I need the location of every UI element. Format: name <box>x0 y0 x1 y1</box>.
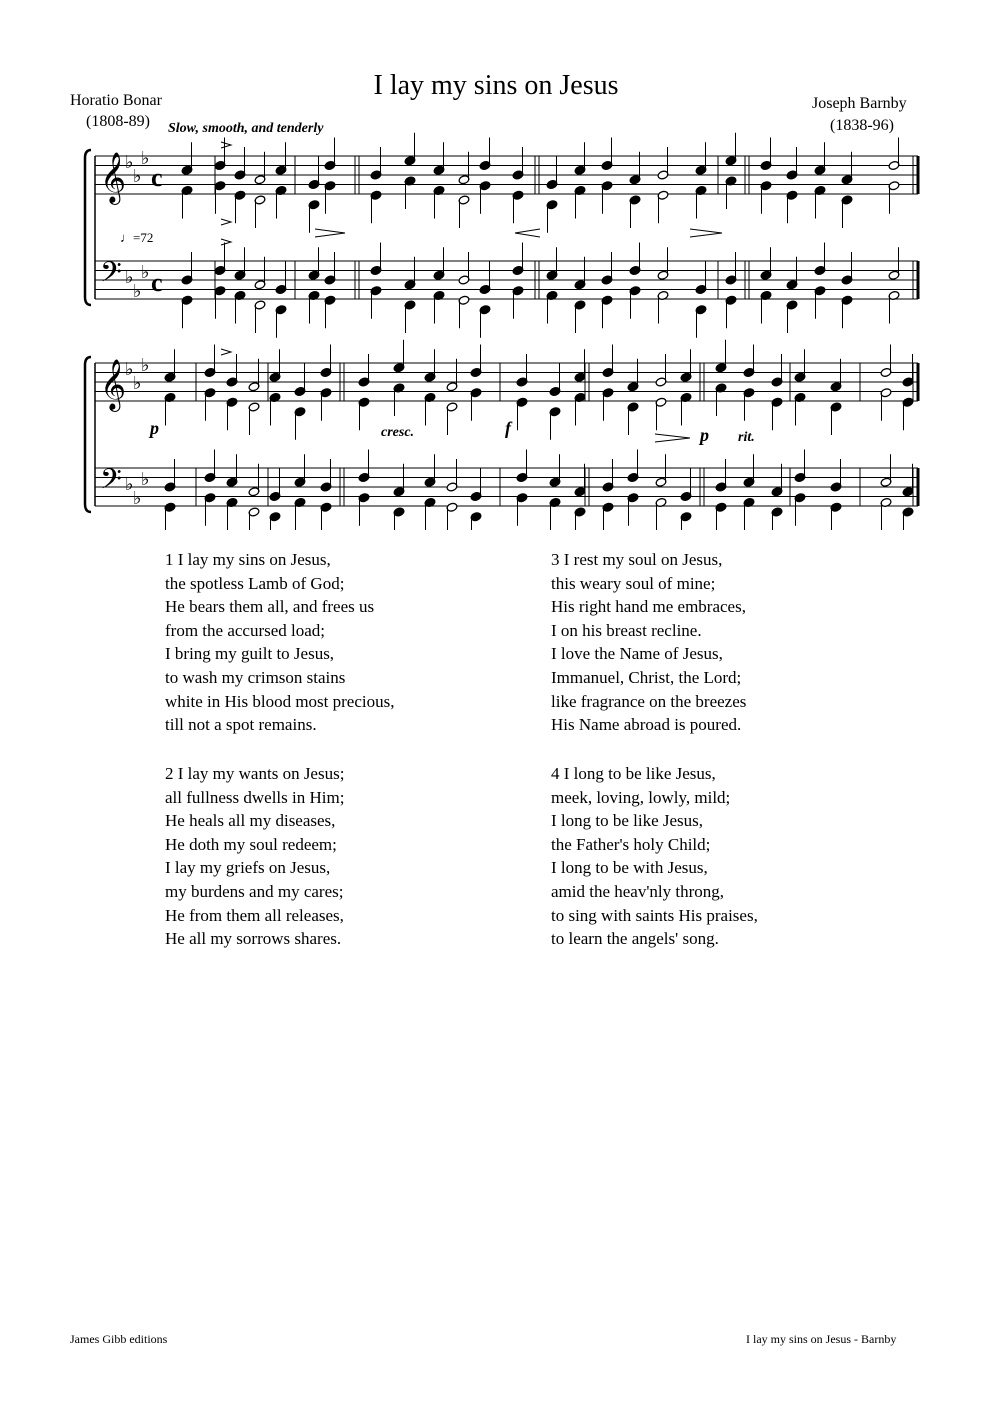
verse-4 <box>551 762 758 951</box>
flat-icon: ♭ <box>141 355 150 376</box>
verse-line: meek, loving, lowly, mild; <box>551 787 731 807</box>
flat-icon: ♭ <box>125 474 134 495</box>
crescendo-hairpin <box>515 229 540 237</box>
dynamic-piano-2: p <box>700 425 709 445</box>
bass-clef-icon: 𝄢 <box>100 256 122 296</box>
verse-line: 1 I lay my sins on Jesus, <box>165 550 331 569</box>
verse-line: I bring my guilt to Jesus, <box>165 644 335 664</box>
accent-mark <box>221 349 231 355</box>
verse-line: His Name abroad is poured. <box>551 715 742 735</box>
bass-clef-icon: 𝄢 <box>100 463 122 503</box>
metronome-mark <box>120 230 153 246</box>
accent-mark <box>221 142 231 148</box>
verse-line: He bears them all, and frees us <box>165 597 375 617</box>
verse-line: Immanuel, Christ, the Lord; <box>551 667 742 687</box>
verse-line: I long to be with Jesus, <box>551 858 708 878</box>
treble-clef-icon: 𝄞 <box>100 152 127 203</box>
composer-name: Joseph Barnby <box>812 95 907 112</box>
verse-line: my burdens and my cares; <box>165 881 344 901</box>
common-time-icon: c <box>151 268 163 297</box>
score-staves <box>85 133 918 530</box>
metronome-value: =72 <box>133 230 154 245</box>
verse-line: white in His blood most precious, <box>165 691 395 711</box>
system-bracket <box>85 357 91 512</box>
verse-3 <box>551 548 746 737</box>
verse-line: He heals all my diseases, <box>165 811 336 831</box>
verse-line: amid the heav'nly throng, <box>551 881 725 901</box>
flat-icon: ♭ <box>133 373 142 394</box>
verse-line: all fullness dwells in Him; <box>165 787 345 807</box>
verse-1 <box>165 548 394 737</box>
poet-name: Horatio Bonar <box>70 92 162 109</box>
common-time-icon: c <box>151 163 163 192</box>
dynamic-crescendo: cresc. <box>381 425 415 440</box>
flat-icon: ♭ <box>141 148 150 169</box>
flat-icon: ♭ <box>125 359 134 380</box>
flat-icon: ♭ <box>141 469 150 490</box>
flat-icon: ♭ <box>141 262 150 283</box>
verse-line: 4 I long to be like Jesus, <box>551 764 716 783</box>
verse-line: His right hand me embraces, <box>551 597 746 617</box>
poet-dates: (1808-89) <box>86 113 150 130</box>
composer-dates: (1838-96) <box>830 117 894 134</box>
verse-line: this weary soul of mine; <box>551 573 716 593</box>
decrescendo-hairpin <box>315 229 345 237</box>
verse-line: I love the Name of Jesus, <box>551 644 723 664</box>
quarter-note-icon: ♩ <box>120 230 133 245</box>
footer-publisher: James Gibb editions <box>70 1332 168 1346</box>
verse-line: to learn the angels' song. <box>551 929 719 949</box>
decrescendo-hairpin <box>655 434 690 442</box>
treble-clef-icon: 𝄞 <box>100 359 127 410</box>
verse-line: like fragrance on the breezes <box>551 691 747 711</box>
flat-icon: ♭ <box>125 267 134 288</box>
verse-line: I on his breast recline. <box>551 620 702 640</box>
verse-line: 2 I lay my wants on Jesus; <box>165 764 345 783</box>
verse-line: the Father's holy Child; <box>551 834 711 854</box>
verse-line: to sing with saints His praises, <box>551 905 758 925</box>
verse-line: till not a spot remains. <box>165 715 317 735</box>
footer-page-title: I lay my sins on Jesus - Barnby <box>746 1332 897 1346</box>
verse-line: from the accursed load; <box>165 620 326 640</box>
verse-line: I lay my griefs on Jesus, <box>165 858 331 878</box>
accent-mark <box>221 219 231 225</box>
flat-icon: ♭ <box>133 281 142 302</box>
tempo-marking: Slow, smooth, and tenderly <box>168 121 324 136</box>
decrescendo-hairpin <box>690 229 722 237</box>
dynamic-ritardando: rit. <box>738 430 755 445</box>
flat-icon: ♭ <box>125 152 134 173</box>
system-bracket <box>85 150 91 305</box>
verse-line: He doth my soul redeem; <box>165 834 337 854</box>
verse-line: to wash my crimson stains <box>165 667 346 687</box>
verse-line: He all my sorrows shares. <box>165 929 342 949</box>
dynamic-forte: f <box>505 418 511 438</box>
music-score <box>0 0 992 530</box>
accent-mark <box>221 239 231 245</box>
verse-2 <box>165 762 344 951</box>
verse-line: I long to be like Jesus, <box>551 811 704 831</box>
flat-icon: ♭ <box>133 166 142 187</box>
flat-icon: ♭ <box>133 488 142 509</box>
dynamic-piano-1: p <box>150 418 159 438</box>
verse-line: the spotless Lamb of God; <box>165 573 345 593</box>
hymn-title: I lay my sins on Jesus <box>373 70 619 101</box>
verse-line: He from them all releases, <box>165 905 344 925</box>
verse-line: 3 I rest my soul on Jesus, <box>551 550 723 569</box>
